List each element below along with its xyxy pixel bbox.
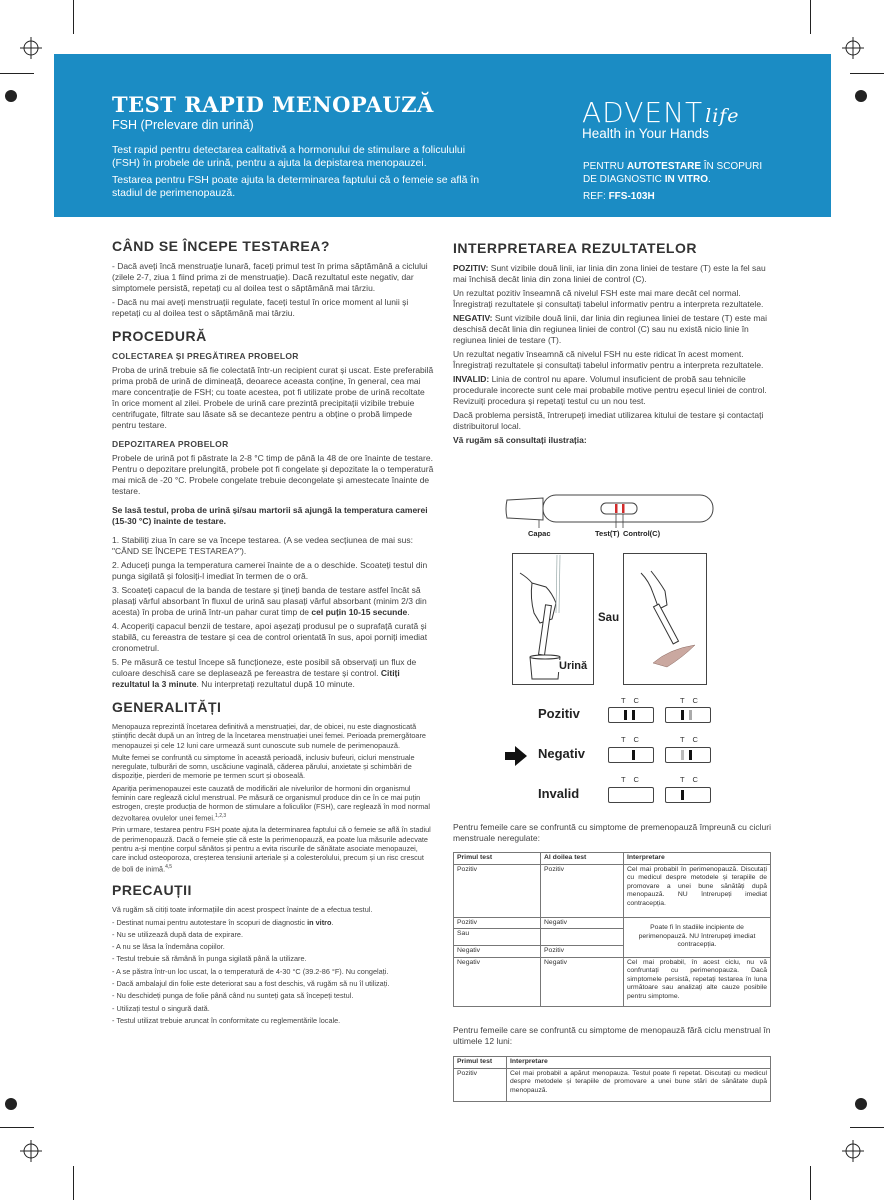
paragraph-text: Prin urmare, testarea pentru FSH poate ajuta la determinarea faptului că o femeie se află în stadiul de perimenopauză. Dacă o femeie știe că este la perimenopauză, ea poate lua măsurile adecvate pentru a-și menține corpul sănătos și pentru a evita riscurile de sănătate asociate menopauzei, care includ osteoporoza, creșterea tensiunii arteriale și a colesterolului, precum și un risc crescut de boli de inimă. (112, 825, 431, 873)
crop-mark (0, 1127, 34, 1128)
table-cell: Negativ (541, 957, 624, 1006)
paragraph-text: Linia de control nu apare. Volumul insuficient de probă sau tehnicile procedurale incorecte sunt cele mai probabile motive pentru eșecul liniei de control. Revizuiți procedura și repetați testul cu un nou test. (453, 374, 767, 406)
registration-mark-icon (0, 85, 22, 107)
registration-mark-icon (20, 37, 42, 59)
step: 1. Stabiliți ziua în care se va începe testarea. (A se vedea secțiunea de mai sus: "CÂND SE ÎNCEPE TESTAREA?"). (112, 535, 413, 556)
list-item-text: . (331, 917, 334, 927)
invalid-label: Invalid (538, 786, 580, 801)
table1-intro: Pentru femeile care se confruntă cu simptome de premenopauză împreună cu cicluri menstruale neregulate: (453, 822, 771, 843)
list-item-bold: in vitro (307, 917, 332, 927)
step: 2. Aduceți punga la temperatura camerei înainte de a o deschide. Scoateți testul din punga sigilată și folosiți-l imediat în termen de o oră. (112, 560, 428, 581)
paragraph (453, 313, 771, 346)
table-cell: Pozitiv (454, 917, 541, 929)
table-header: Interpretare (624, 853, 771, 865)
table-cell: Cel mai probabil, în acest ciclu, nu vă confruntați cu perimenopauza. Dacă simptomele persistă, repetați testarea în luna următoare sau analizați alte cauze posibile pentru simptome. (624, 957, 771, 1006)
cap-label: Capac (528, 529, 551, 538)
table-row (454, 864, 771, 917)
list-item: - Dacă ambalajul din folie este deteriorat sau a fost deschis, vă rugăm să nu îl utilizați. (112, 979, 390, 989)
table-cell: Pozitiv (541, 946, 624, 958)
paragraph: Un rezultat pozitiv înseamnă că nivelul FSH este mai mare decât cel normal. Înregistrați rezultatele și consultați tabelul informativ pentru a interpreta rezultatele. (453, 288, 764, 309)
arrow-right-icon (505, 746, 527, 766)
subheading: DEPOZITAREA PROBELOR (112, 439, 229, 449)
paragraph: Vă rugăm să citiți toate informațiile din acest prospect înainte de a efectua testul. (112, 905, 373, 915)
page-subtitle: FSH (Prelevare din urină) (112, 118, 254, 132)
invalid-strip-1 (608, 787, 654, 803)
crop-mark (73, 0, 74, 34)
brand-script: life (705, 105, 740, 127)
list-item: - Nu se utilizează după data de expirare. (112, 929, 244, 939)
crop-mark (810, 1166, 811, 1200)
paragraph (112, 784, 434, 823)
list-item: - Nu deschideți punga de folie până când nu sunteți gata să începeți testul. (112, 991, 354, 1001)
step-text: . Nu interpretați rezultatul după 10 minute. (196, 679, 355, 689)
step (112, 657, 434, 690)
negative-strip-2 (665, 747, 711, 763)
brand-logo (582, 96, 740, 141)
interpretation-table-2 (453, 1056, 771, 1102)
registration-mark-icon (0, 1093, 22, 1115)
brand-name: ADVENT (582, 96, 704, 129)
ref-value: FFS-103H (608, 191, 655, 202)
registration-mark-icon (842, 37, 864, 59)
ref-code (583, 191, 655, 202)
list-item-text: - Destinat numai pentru autotestare în scopuri de diagnostic (112, 917, 308, 927)
table-header-row (454, 1057, 771, 1069)
step-text: 3. Scoateți capacul de la banda de testare și țineți banda de testare astfel încât să plasați vârful absorbant în fluxul de urină sau plasați vârful absorbant (minim 2/3 din acesta) în proba de urină într-un pahar curat timp de (112, 585, 427, 617)
list-item: - A nu se lăsa la îndemâna copiilor. (112, 942, 225, 952)
paragraph: Dacă problema persistă, întrerupeți imediat utilizarea kitului de testare și contactați distribuitorul local. (453, 410, 764, 431)
tc-label: T C (621, 696, 642, 705)
control-label: Control(C) (623, 529, 661, 538)
list-item: - A se păstra într-un loc uscat, la o temperatură de 4-30 °C (39.2-86 °F). Nu congelați. (112, 966, 389, 976)
crop-mark (850, 73, 884, 74)
registration-mark-icon (20, 1140, 42, 1162)
result-label: POZITIV: (453, 263, 489, 273)
table-cell: Negativ (454, 946, 541, 958)
cup-dip-illustration (623, 553, 707, 685)
or-label: Sau (598, 612, 620, 624)
table-cell: Cel mai probabil a apărut menopauza. Testul poate fi repetat. Discutați cu medicul despre metodele și terapiile de promovare a unei bune stări de sănătate după menopauză. (507, 1068, 771, 1101)
bold-note: Se lasă testul, proba de urină și/sau martorii să ajungă la temperatura camerei (15-30 °C) înainte de testare. (112, 505, 428, 526)
table-cell: Negativ (541, 917, 624, 929)
list-item: - Utilizați testul o singură dată. (112, 1003, 210, 1013)
section-heading-procedure: PROCEDURĂ (112, 328, 207, 344)
paragraph-text: Sunt vizibile două linii, dar linia din regiunea liniei de testare (T) este mai deschisă decât linia din regiunea liniei de control (C) sau nu există nicio linie în regiunea liniei de testare (T). (453, 313, 768, 345)
table-header: Primul test (454, 853, 541, 865)
list-item: - Testul trebuie să rămână în punga sigilată până la utilizare. (112, 954, 307, 964)
paragraph (453, 374, 771, 407)
page-title: TEST RAPID MENOPAUZĂ (112, 92, 434, 117)
paragraph-text: Apariția perimenopauzei este cauzată de modificări ale nivelurilor de hormoni din organismul feminin care reglează ciclul menstrual. Pe măsură ce organismul produce din ce în ce mai puțin estrogen, crește producția de hormon de stimulare a foliculilor (FSH), care reglează în mod normal dezvoltarea ovulelor unei femei. (112, 783, 430, 823)
table-header: Interpretare (507, 1057, 771, 1069)
paragraph: Un rezultat negativ înseamnă că nivelul FSH nu este ridicat în acest moment. Înregistrați rezultatele și consultați tabelul informativ pentru a interpreta rezultatele. (453, 349, 764, 370)
test-label: Test(T) (595, 529, 620, 538)
paragraph-text: Sunt vizibile două linii, iar linia din zona liniei de testare (T) este la fel sau mai închisă decât linia din zona liniei de control (C). (453, 263, 766, 284)
paragraph: - Dacă nu mai aveți menstruații regulate, faceți testul în orice moment al lunii și repetați cu al doilea test o săptămână mai târziu. (112, 297, 409, 318)
section-heading-precautions: PRECAUȚII (112, 882, 192, 899)
right-column (453, 240, 771, 449)
negative-strip-1 (608, 747, 654, 763)
paragraph: - Dacă aveți încă menstruație lunară, faceți primul test în prima săptămână a ciclului (zilele 2-7, ziua 1 fiind prima zi de menstruație). Dacă rezultatul este negativ, dar simptomele persistă, repetați cu al doilea test o săptămână mai târziu. (112, 261, 428, 293)
purpose-text: ÎN SCOPURI (700, 161, 763, 172)
step-text: . (407, 607, 410, 617)
intro-text: Test rapid pentru detectarea calitativă a hormonului de stimulare a foliculului (FSH) în probele de urină, pentru a ajuta la depistarea menopauzei. (112, 144, 466, 169)
reference-sup: 1,2,3 (215, 812, 227, 819)
table-cell: Poate fi în stadiile incipiente de perimenopauză. NU întrerupeți imediat contracepția. (624, 917, 771, 957)
result-label: INVALID: (453, 374, 490, 384)
reference-sup: 4,5 (165, 863, 173, 870)
table-cell: Pozitiv (454, 1068, 507, 1101)
test-strip-illustration (505, 490, 715, 530)
crop-mark (73, 1166, 74, 1200)
table2-intro: Pentru femeile care se confruntă cu simptome de menopauză fără ciclu menstrual în ultimele 12 luni: (453, 1025, 771, 1046)
intro-text: Testarea pentru FSH poate ajuta la determinarea faptului că o femeie se află în stadiul de perimenopauză. (112, 174, 480, 199)
purpose-statement (583, 161, 762, 186)
section-heading-interpretation: INTERPRETAREA REZULTATELOR (453, 240, 697, 256)
step (112, 585, 434, 618)
list-item (112, 918, 434, 927)
subheading: COLECTAREA ȘI PREGĂTIREA PROBELOR (112, 351, 299, 361)
paragraph (453, 263, 771, 285)
table-header: Primul test (454, 1057, 507, 1069)
tc-label: T C (621, 735, 642, 744)
interpretation-table-1 (453, 852, 771, 1007)
tc-label: T C (680, 775, 701, 784)
negative-label: Negativ (538, 746, 585, 761)
invalid-strip-2 (665, 787, 711, 803)
urine-label: Urină (559, 660, 588, 672)
crop-mark (850, 1127, 884, 1128)
registration-mark-icon (850, 85, 872, 107)
step-bold: Citiți rezultatul la 3 minute (112, 668, 400, 689)
result-label: NEGATIV: (453, 313, 493, 323)
paragraph (112, 825, 434, 873)
brand-tagline: Health in Your Hands (582, 126, 709, 141)
left-column (112, 238, 434, 1028)
table-row (454, 917, 771, 929)
step-text: 5. Pe măsură ce testul începe să funcționeze, este posibil să observați un flux de culoare deschisă care se deplasează pe fereastra de testare și control. (112, 657, 417, 678)
table-cell: Negativ (454, 957, 541, 1006)
step: 4. Acoperiți capacul benzii de testare, apoi așezați produsul pe o suprafață curată și stabilă, cu fereastra de testare și cea de control orientată în sus, apoi porniți imediat cronometrul. (112, 621, 428, 653)
table-row (454, 957, 771, 1006)
registration-mark-icon (842, 1140, 864, 1162)
ref-label: REF: (583, 191, 609, 202)
crop-mark (0, 73, 34, 74)
tc-label: T C (680, 735, 701, 744)
crop-mark (810, 0, 811, 34)
paragraph: Multe femei se confruntă cu simptome în această perioadă, inclusiv bufeuri, cicluri menstruale neregulate, tulburări de somn, uscăciune vaginală, căderea părului, anxietate și schimbări de dispoziție, pierderi de memorie pe termen scurt și oboseală. (112, 752, 415, 781)
table-row (454, 1068, 771, 1101)
table-cell: Cel mai probabil în perimenopauză. Discutați cu medicul despre metodele și terapiile de promovare a unei bune sănătăți după menopauză. NU întrerupeți imediat contracepția. (624, 864, 771, 917)
paragraph: Vă rugăm să consultați ilustrația: (453, 435, 587, 445)
table-cell (541, 929, 624, 946)
paragraph: Probele de urină pot fi păstrate la 2-8 °C timp de până la 48 de ore înainte de testare. Pentru o depozitare prelungită, probele pot fi congelate și depozitate la o temperatură mai mică de -20 °C. Probele congelate trebuie decongelate și amestecate înainte de testare. (112, 453, 434, 496)
purpose-text: IN VITRO (664, 173, 709, 185)
section-heading-when: CÂND SE ÎNCEPE TESTAREA? (112, 238, 330, 254)
purpose-text: DE DIAGNOSTIC (583, 173, 665, 185)
header-banner (54, 54, 831, 217)
table-cell: Pozitiv (454, 864, 541, 917)
table-header: Al doilea test (541, 853, 624, 865)
positive-strip-1 (608, 707, 654, 723)
table-header-row (454, 853, 771, 865)
section-heading-general: GENERALITĂȚI (112, 699, 222, 715)
purpose-text: AUTOTESTARE (626, 161, 701, 172)
step-bold: cel puțin 10-15 secunde (311, 607, 408, 617)
positive-strip-2 (665, 707, 711, 723)
tc-label: T C (680, 696, 701, 705)
list-item: - Testul utilizat trebuie aruncat în conformitate cu reglementările locale. (112, 1015, 341, 1025)
paragraph: Proba de urină trebuie să fie colectată într-un recipient curat și uscat. Este preferabilă prima probă de urină de dimineață, deoarece aceasta conține, în general, cea mai mare concentrație de FSH; cu toate acestea, pot fi utilizate probe de urină recoltate în orice moment al zilei. Probele de urină care prezintă precipitații vizibile trebuie centrifugate, filtrate sau lăsate să se decanteze pentru a obține o probă limpede pentru testare. (112, 365, 434, 430)
table-cell: Sau (454, 929, 541, 946)
positive-label: Pozitiv (538, 706, 580, 721)
paragraph: Menopauza reprezintă încetarea definitivă a menstruației, dar, de obicei, nu este diagnosticată științific decât după un an întreg de la încetarea menstruației unei femei. Perioada premergătoare menopauzei și cele 12 luni care urmează sunt cunoscute sub numele de perimenopauză. (112, 722, 426, 750)
tc-label: T C (621, 775, 642, 784)
purpose-text: . (708, 173, 711, 185)
table-cell: Pozitiv (541, 864, 624, 917)
purpose-text: PENTRU (583, 161, 627, 172)
registration-mark-icon (850, 1093, 872, 1115)
